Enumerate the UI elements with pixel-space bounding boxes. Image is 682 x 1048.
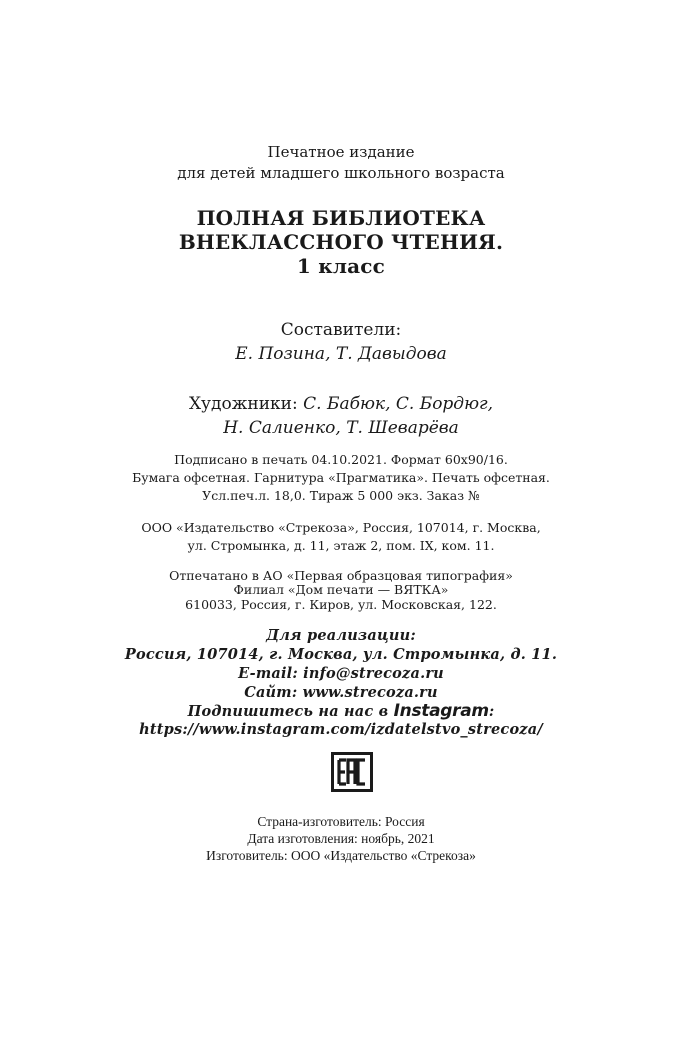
compilers-label: Составители: <box>280 320 402 340</box>
artists-label: Художники: <box>188 394 304 414</box>
artists-line-2 <box>0 418 682 438</box>
manufacturer-country: Страна-изготовитель: Россия <box>257 814 425 829</box>
publisher-line-1: ООО «Издательство «Стрекоза», Россия, 107014, г. Москва, <box>141 520 541 535</box>
printer-line-3: 610033, Россия, г. Киров, ул. Московская, 122. <box>185 597 497 612</box>
compilers-names: Е. Позина, Т. Давыдова <box>235 344 447 364</box>
intro-line-1: Печатное издание <box>267 143 415 161</box>
instagram-url: https://www.instagram.com/izdatelstvo_strecoza/ <box>139 721 543 738</box>
artists-line-1 <box>0 394 682 414</box>
sales-heading: Для реализации: <box>266 627 416 644</box>
book-title-line-1: ПОЛНАЯ БИБЛИОТЕКА <box>196 206 486 230</box>
sales-address: Россия, 107014, г. Москва, ул. Стромынка, д. 11. <box>124 646 558 663</box>
printer-line-2: Филиал «Дом печати — ВЯТКА» <box>233 582 449 597</box>
print-specs-line-3: Усл.печ.л. 18,0. Тираж 5 000 экз. Заказ № <box>202 488 480 503</box>
sales-site: Сайт: www.strecoza.ru <box>244 684 438 701</box>
instagram-logo: Instagram <box>393 701 489 721</box>
book-title-line-2: ВНЕКЛАССНОГО ЧТЕНИЯ. <box>178 230 504 254</box>
print-specs-line-2: Бумага офсетная. Гарнитура «Прагматика». Печать офсетная. <box>132 470 550 485</box>
subscribe-suffix: : <box>488 703 495 720</box>
sales-email: E-mail: info@strecoza.ru <box>238 665 444 682</box>
eac-certification-icon <box>331 752 373 792</box>
manufacturer-name: Изготовитель: ООО «Издательство «Стрекоза» <box>206 848 476 863</box>
book-grade: 1 класс <box>296 254 386 278</box>
artists-names-2: Н. Салиенко, Т. Шеварёва <box>223 418 459 438</box>
manufacture-date: Дата изготовления: ноябрь, 2021 <box>247 831 435 846</box>
subscribe-line <box>0 701 682 721</box>
subscribe-prefix: Подпишитесь на нас в <box>187 703 394 720</box>
intro-line-2: для детей младшего школьного возраста <box>177 164 505 182</box>
printer-line-1: Отпечатано в АО «Первая образцовая типография» <box>169 568 513 583</box>
publisher-line-2: ул. Стромынка, д. 11, этаж 2, пом. IX, ком. 11. <box>187 538 495 553</box>
artists-names-1: С. Бабюк, С. Бордюг, <box>303 394 494 414</box>
print-specs-line-1: Подписано в печать 04.10.2021. Формат 60х90/16. <box>174 452 508 467</box>
